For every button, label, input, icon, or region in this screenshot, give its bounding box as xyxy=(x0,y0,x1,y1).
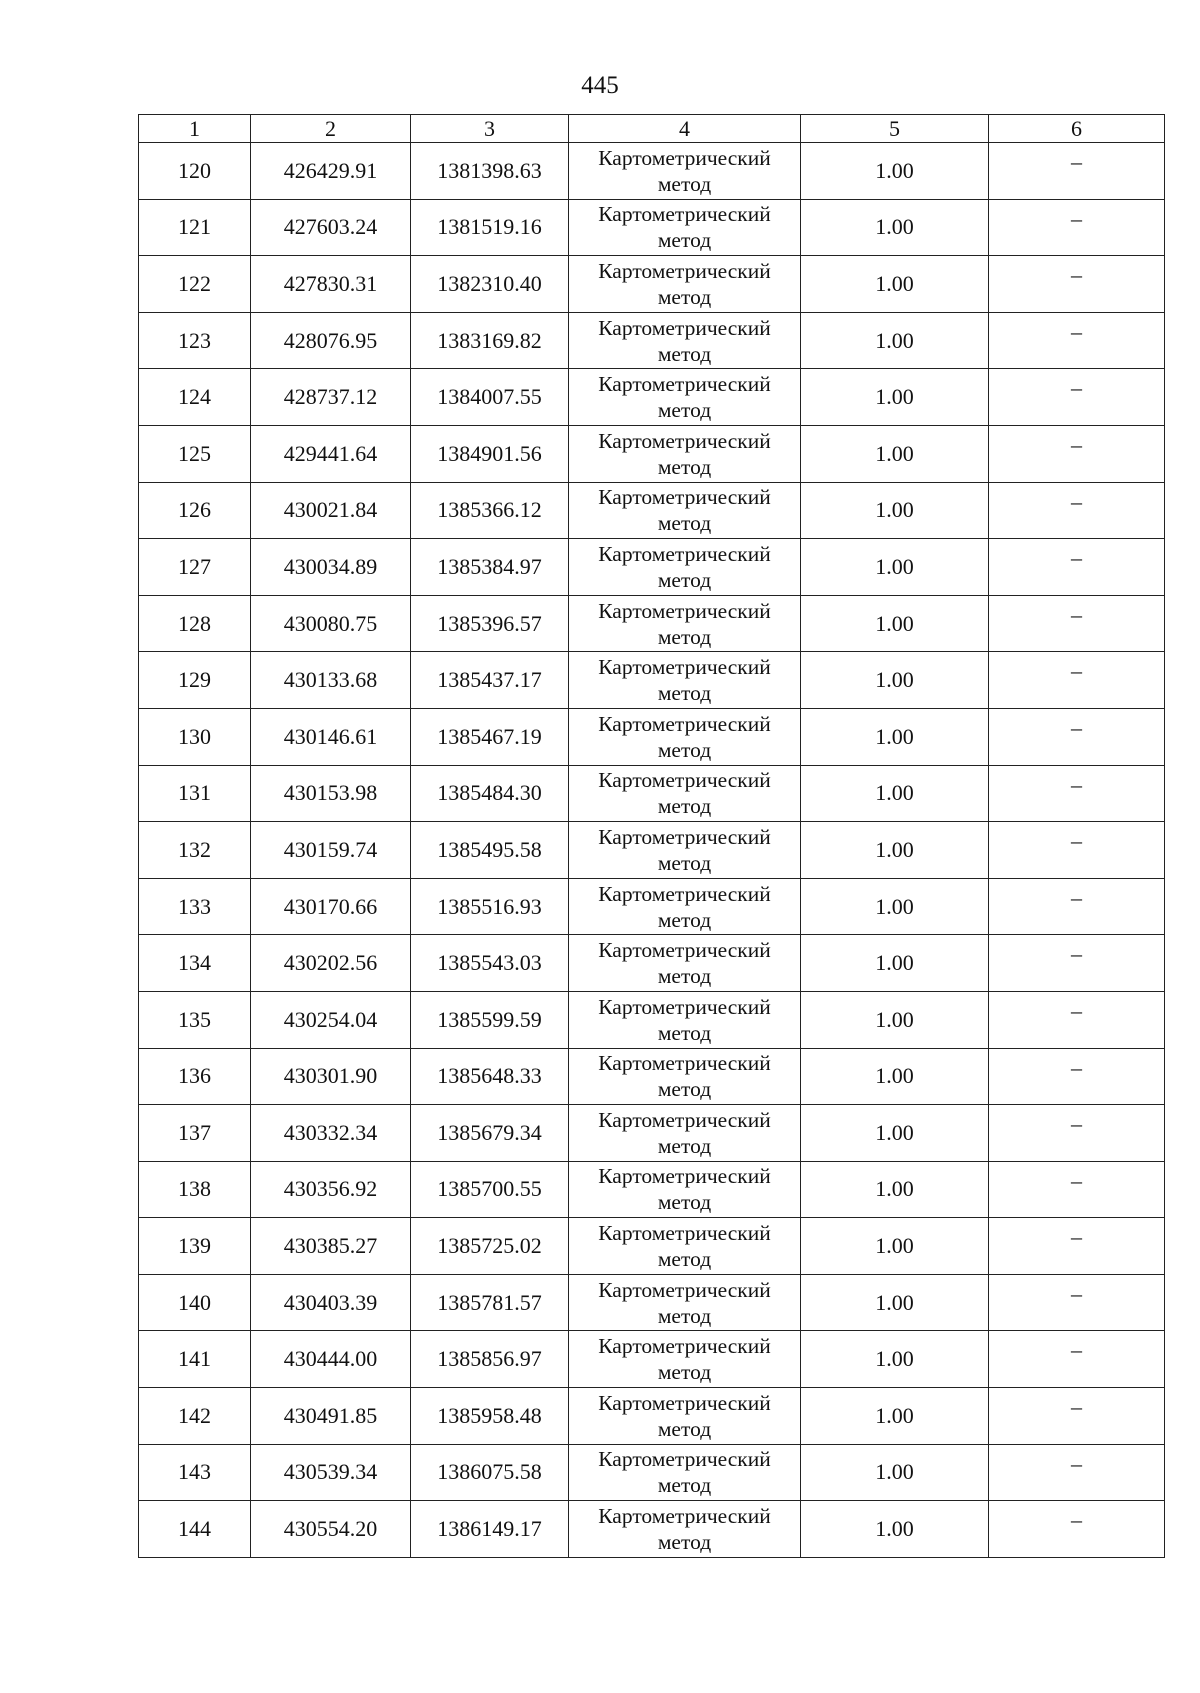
point-number-cell: 130 xyxy=(139,708,251,765)
x-coordinate-cell: 430385.27 xyxy=(251,1218,411,1275)
accuracy-cell: 1.00 xyxy=(801,935,989,992)
method-cell: Картометрический метод xyxy=(569,143,801,200)
table-row xyxy=(139,652,1165,709)
x-coordinate-cell: 426429.91 xyxy=(251,143,411,200)
table-row xyxy=(139,1444,1165,1501)
note-cell: – xyxy=(989,539,1165,596)
x-coordinate-cell: 430159.74 xyxy=(251,822,411,879)
note-cell: – xyxy=(989,935,1165,992)
method-cell: Картометрический метод xyxy=(569,425,801,482)
point-number-cell: 133 xyxy=(139,878,251,935)
method-cell: Картометрический метод xyxy=(569,1048,801,1105)
table-row xyxy=(139,1331,1165,1388)
table-row xyxy=(139,708,1165,765)
method-cell: Картометрический метод xyxy=(569,1161,801,1218)
method-cell: Картометрический метод xyxy=(569,1274,801,1331)
point-number-cell: 123 xyxy=(139,312,251,369)
x-coordinate-cell: 430491.85 xyxy=(251,1388,411,1445)
note-cell: – xyxy=(989,1218,1165,1275)
note-cell: – xyxy=(989,1331,1165,1388)
accuracy-cell: 1.00 xyxy=(801,312,989,369)
point-number-cell: 142 xyxy=(139,1388,251,1445)
accuracy-cell: 1.00 xyxy=(801,1274,989,1331)
point-number-cell: 138 xyxy=(139,1161,251,1218)
method-cell: Картометрический метод xyxy=(569,1105,801,1162)
y-coordinate-cell: 1381519.16 xyxy=(411,199,569,256)
accuracy-cell: 1.00 xyxy=(801,1388,989,1445)
accuracy-cell: 1.00 xyxy=(801,1161,989,1218)
y-coordinate-cell: 1385516.93 xyxy=(411,878,569,935)
x-coordinate-cell: 430034.89 xyxy=(251,539,411,596)
table-row xyxy=(139,143,1165,200)
table-row xyxy=(139,1218,1165,1275)
note-cell: – xyxy=(989,822,1165,879)
note-cell: – xyxy=(989,1274,1165,1331)
point-number-cell: 141 xyxy=(139,1331,251,1388)
column-header: 3 xyxy=(411,115,569,143)
note-cell: – xyxy=(989,256,1165,313)
table-row xyxy=(139,1274,1165,1331)
y-coordinate-cell: 1385856.97 xyxy=(411,1331,569,1388)
table-row xyxy=(139,935,1165,992)
method-cell: Картометрический метод xyxy=(569,369,801,426)
table-row xyxy=(139,1161,1165,1218)
y-coordinate-cell: 1385679.34 xyxy=(411,1105,569,1162)
note-cell: – xyxy=(989,1048,1165,1105)
note-cell: – xyxy=(989,878,1165,935)
point-number-cell: 122 xyxy=(139,256,251,313)
table-row xyxy=(139,482,1165,539)
accuracy-cell: 1.00 xyxy=(801,1501,989,1558)
point-number-cell: 136 xyxy=(139,1048,251,1105)
method-cell: Картометрический метод xyxy=(569,1331,801,1388)
accuracy-cell: 1.00 xyxy=(801,765,989,822)
method-cell: Картометрический метод xyxy=(569,708,801,765)
y-coordinate-cell: 1385599.59 xyxy=(411,991,569,1048)
point-number-cell: 126 xyxy=(139,482,251,539)
x-coordinate-cell: 430170.66 xyxy=(251,878,411,935)
table-row xyxy=(139,1048,1165,1105)
y-coordinate-cell: 1385725.02 xyxy=(411,1218,569,1275)
point-number-cell: 134 xyxy=(139,935,251,992)
accuracy-cell: 1.00 xyxy=(801,1444,989,1501)
table-row xyxy=(139,1388,1165,1445)
column-header: 1 xyxy=(139,115,251,143)
x-coordinate-cell: 430080.75 xyxy=(251,595,411,652)
table-row xyxy=(139,369,1165,426)
column-header: 4 xyxy=(569,115,801,143)
note-cell: – xyxy=(989,1161,1165,1218)
y-coordinate-cell: 1385396.57 xyxy=(411,595,569,652)
method-cell: Картометрический метод xyxy=(569,312,801,369)
accuracy-cell: 1.00 xyxy=(801,652,989,709)
point-number-cell: 140 xyxy=(139,1274,251,1331)
accuracy-cell: 1.00 xyxy=(801,425,989,482)
table-row xyxy=(139,312,1165,369)
method-cell: Картометрический метод xyxy=(569,1501,801,1558)
table-row xyxy=(139,1501,1165,1558)
accuracy-cell: 1.00 xyxy=(801,878,989,935)
point-number-cell: 135 xyxy=(139,991,251,1048)
accuracy-cell: 1.00 xyxy=(801,822,989,879)
accuracy-cell: 1.00 xyxy=(801,369,989,426)
point-number-cell: 125 xyxy=(139,425,251,482)
table-row xyxy=(139,539,1165,596)
x-coordinate-cell: 430403.39 xyxy=(251,1274,411,1331)
y-coordinate-cell: 1386149.17 xyxy=(411,1501,569,1558)
point-number-cell: 121 xyxy=(139,199,251,256)
note-cell: – xyxy=(989,425,1165,482)
note-cell: – xyxy=(989,312,1165,369)
point-number-cell: 129 xyxy=(139,652,251,709)
point-number-cell: 139 xyxy=(139,1218,251,1275)
table-body xyxy=(139,143,1165,1558)
y-coordinate-cell: 1385467.19 xyxy=(411,708,569,765)
y-coordinate-cell: 1385543.03 xyxy=(411,935,569,992)
y-coordinate-cell: 1382310.40 xyxy=(411,256,569,313)
accuracy-cell: 1.00 xyxy=(801,708,989,765)
y-coordinate-cell: 1385384.97 xyxy=(411,539,569,596)
x-coordinate-cell: 430254.04 xyxy=(251,991,411,1048)
y-coordinate-cell: 1385495.58 xyxy=(411,822,569,879)
accuracy-cell: 1.00 xyxy=(801,199,989,256)
note-cell: – xyxy=(989,143,1165,200)
accuracy-cell: 1.00 xyxy=(801,256,989,313)
table-row xyxy=(139,765,1165,822)
x-coordinate-cell: 430146.61 xyxy=(251,708,411,765)
method-cell: Картометрический метод xyxy=(569,1388,801,1445)
note-cell: – xyxy=(989,1501,1165,1558)
point-number-cell: 131 xyxy=(139,765,251,822)
table-row xyxy=(139,256,1165,313)
note-cell: – xyxy=(989,708,1165,765)
method-cell: Картометрический метод xyxy=(569,1218,801,1275)
table-row xyxy=(139,199,1165,256)
note-cell: – xyxy=(989,199,1165,256)
y-coordinate-cell: 1385958.48 xyxy=(411,1388,569,1445)
x-coordinate-cell: 430554.20 xyxy=(251,1501,411,1558)
method-cell: Картометрический метод xyxy=(569,878,801,935)
method-cell: Картометрический метод xyxy=(569,935,801,992)
header-row xyxy=(139,115,1165,143)
y-coordinate-cell: 1385437.17 xyxy=(411,652,569,709)
table-row xyxy=(139,1105,1165,1162)
method-cell: Картометрический метод xyxy=(569,765,801,822)
point-number-cell: 120 xyxy=(139,143,251,200)
note-cell: – xyxy=(989,991,1165,1048)
x-coordinate-cell: 430444.00 xyxy=(251,1331,411,1388)
point-number-cell: 137 xyxy=(139,1105,251,1162)
x-coordinate-cell: 430021.84 xyxy=(251,482,411,539)
method-cell: Картометрический метод xyxy=(569,539,801,596)
point-number-cell: 128 xyxy=(139,595,251,652)
column-header: 2 xyxy=(251,115,411,143)
method-cell: Картометрический метод xyxy=(569,1444,801,1501)
y-coordinate-cell: 1385648.33 xyxy=(411,1048,569,1105)
x-coordinate-cell: 430332.34 xyxy=(251,1105,411,1162)
table-row xyxy=(139,878,1165,935)
note-cell: – xyxy=(989,765,1165,822)
column-header: 6 xyxy=(989,115,1165,143)
page-number: 445 xyxy=(581,72,619,99)
y-coordinate-cell: 1384007.55 xyxy=(411,369,569,426)
note-cell: – xyxy=(989,1444,1165,1501)
point-number-cell: 124 xyxy=(139,369,251,426)
table-row xyxy=(139,595,1165,652)
accuracy-cell: 1.00 xyxy=(801,482,989,539)
x-coordinate-cell: 430301.90 xyxy=(251,1048,411,1105)
method-cell: Картометрический метод xyxy=(569,256,801,313)
accuracy-cell: 1.00 xyxy=(801,991,989,1048)
point-number-cell: 143 xyxy=(139,1444,251,1501)
x-coordinate-cell: 427603.24 xyxy=(251,199,411,256)
table-row xyxy=(139,425,1165,482)
x-coordinate-cell: 430133.68 xyxy=(251,652,411,709)
accuracy-cell: 1.00 xyxy=(801,539,989,596)
y-coordinate-cell: 1385781.57 xyxy=(411,1274,569,1331)
accuracy-cell: 1.00 xyxy=(801,1048,989,1105)
point-number-cell: 127 xyxy=(139,539,251,596)
table-row xyxy=(139,822,1165,879)
method-cell: Картометрический метод xyxy=(569,199,801,256)
y-coordinate-cell: 1384901.56 xyxy=(411,425,569,482)
note-cell: – xyxy=(989,652,1165,709)
accuracy-cell: 1.00 xyxy=(801,143,989,200)
table-row xyxy=(139,991,1165,1048)
column-header: 5 xyxy=(801,115,989,143)
x-coordinate-cell: 430356.92 xyxy=(251,1161,411,1218)
x-coordinate-cell: 428737.12 xyxy=(251,369,411,426)
note-cell: – xyxy=(989,482,1165,539)
x-coordinate-cell: 429441.64 xyxy=(251,425,411,482)
x-coordinate-cell: 428076.95 xyxy=(251,312,411,369)
x-coordinate-cell: 430202.56 xyxy=(251,935,411,992)
method-cell: Картометрический метод xyxy=(569,652,801,709)
x-coordinate-cell: 430539.34 xyxy=(251,1444,411,1501)
accuracy-cell: 1.00 xyxy=(801,1331,989,1388)
y-coordinate-cell: 1386075.58 xyxy=(411,1444,569,1501)
method-cell: Картометрический метод xyxy=(569,991,801,1048)
accuracy-cell: 1.00 xyxy=(801,595,989,652)
method-cell: Картометрический метод xyxy=(569,822,801,879)
accuracy-cell: 1.00 xyxy=(801,1218,989,1275)
method-cell: Картометрический метод xyxy=(569,595,801,652)
point-number-cell: 144 xyxy=(139,1501,251,1558)
y-coordinate-cell: 1383169.82 xyxy=(411,312,569,369)
coordinates-table xyxy=(138,114,1165,1558)
x-coordinate-cell: 430153.98 xyxy=(251,765,411,822)
note-cell: – xyxy=(989,369,1165,426)
note-cell: – xyxy=(989,595,1165,652)
y-coordinate-cell: 1381398.63 xyxy=(411,143,569,200)
point-number-cell: 132 xyxy=(139,822,251,879)
note-cell: – xyxy=(989,1388,1165,1445)
method-cell: Картометрический метод xyxy=(569,482,801,539)
note-cell: – xyxy=(989,1105,1165,1162)
y-coordinate-cell: 1385366.12 xyxy=(411,482,569,539)
accuracy-cell: 1.00 xyxy=(801,1105,989,1162)
x-coordinate-cell: 427830.31 xyxy=(251,256,411,313)
y-coordinate-cell: 1385484.30 xyxy=(411,765,569,822)
y-coordinate-cell: 1385700.55 xyxy=(411,1161,569,1218)
